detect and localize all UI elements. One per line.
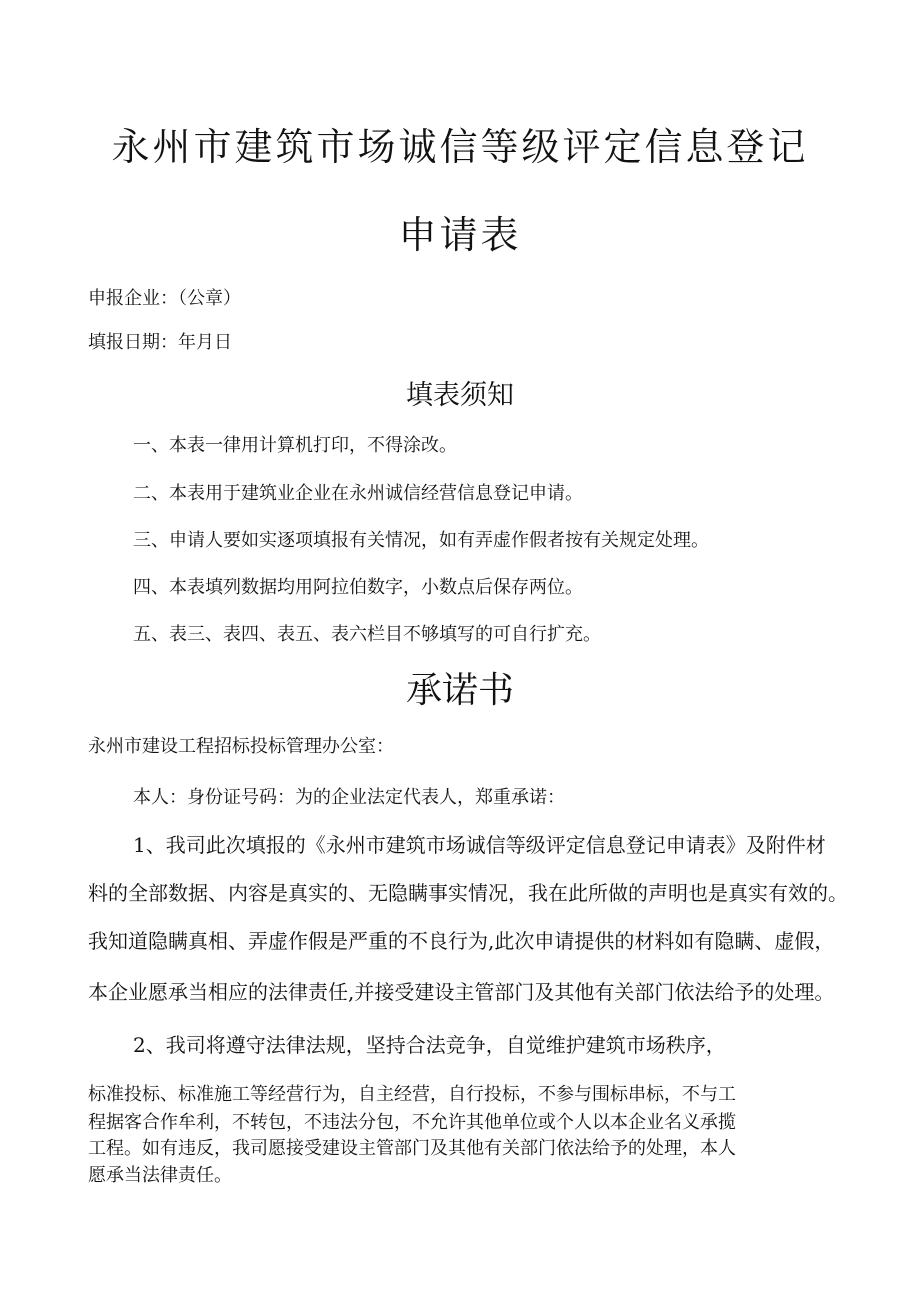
pledge-heading: 承诺书 (405, 670, 514, 711)
pledge-p2-line: 程据客合作牟利，不转包，不违法分包，不允许其他单位或个人以本企业名义承揽 (88, 1112, 736, 1133)
pledge-p1-line: 料的全部数据、内容是真实的、无隐瞒事实情况，我在此所做的声明也是真实有效的。 (88, 881, 848, 905)
pledge-p2-line: 愿承当法律责任。 (88, 1165, 232, 1186)
title-line-2: 申请表 (398, 213, 522, 257)
pledge-p1-line: 本企业愿承当相应的法律责任,并接受建设主管部门及其他有关部门依法给予的处理。 (88, 980, 835, 1004)
notice-item: 三、申请人要如实逐项填报有关情况，如有弄虚作假者按有关规定处理。 (133, 530, 709, 551)
pledge-p2-line: 标准投标、标准施工等经营行为，自主经营，自行投标，不参与围标串标，不与工 (88, 1084, 736, 1105)
notice-item: 一、本表一律用计算机打印，不得涂改。 (133, 435, 457, 456)
pledge-p2-first: 2、我司将遵守法律法规，坚持合法竞争，自觉维护建筑市场秩序， (133, 1033, 726, 1057)
pledge-p1-line: 1、我司此次填报的《永州市建筑市场诚信等级评定信息登记申请表》及附件材 (133, 833, 826, 857)
pledge-addressee: 永州市建设工程招标投标管理办公室： (88, 736, 394, 757)
pledge-p2-line: 工程。如有违反，我司愿接受建设主管部门及其他有关部门依法给予的处理，本人 (88, 1138, 736, 1159)
pledge-intro: 本人：身份证号码：为的企业法定代表人，郑重承诺： (133, 787, 565, 808)
notice-item: 二、本表用于建筑业企业在永州诚信经营信息登记申请。 (133, 483, 583, 504)
notice-heading: 填表须知 (406, 380, 514, 411)
notice-item: 四、本表填列数据均用阿拉伯数字，小数点后保存两位。 (133, 577, 583, 598)
notice-item: 五、表三、表四、表五、表六栏目不够填写的可自行扩充。 (133, 624, 601, 645)
applicant-label: 申报企业：（公章） (88, 288, 241, 309)
title-line-1: 永州市建筑市场诚信等级评定信息登记 (111, 125, 809, 169)
pledge-p1-line: 我知道隐瞒真相、弄虚作假是严重的不良行为,此次申请提供的材料如有隐瞒、虚假， (88, 929, 835, 953)
date-label: 填报日期：年月日 (88, 332, 232, 353)
